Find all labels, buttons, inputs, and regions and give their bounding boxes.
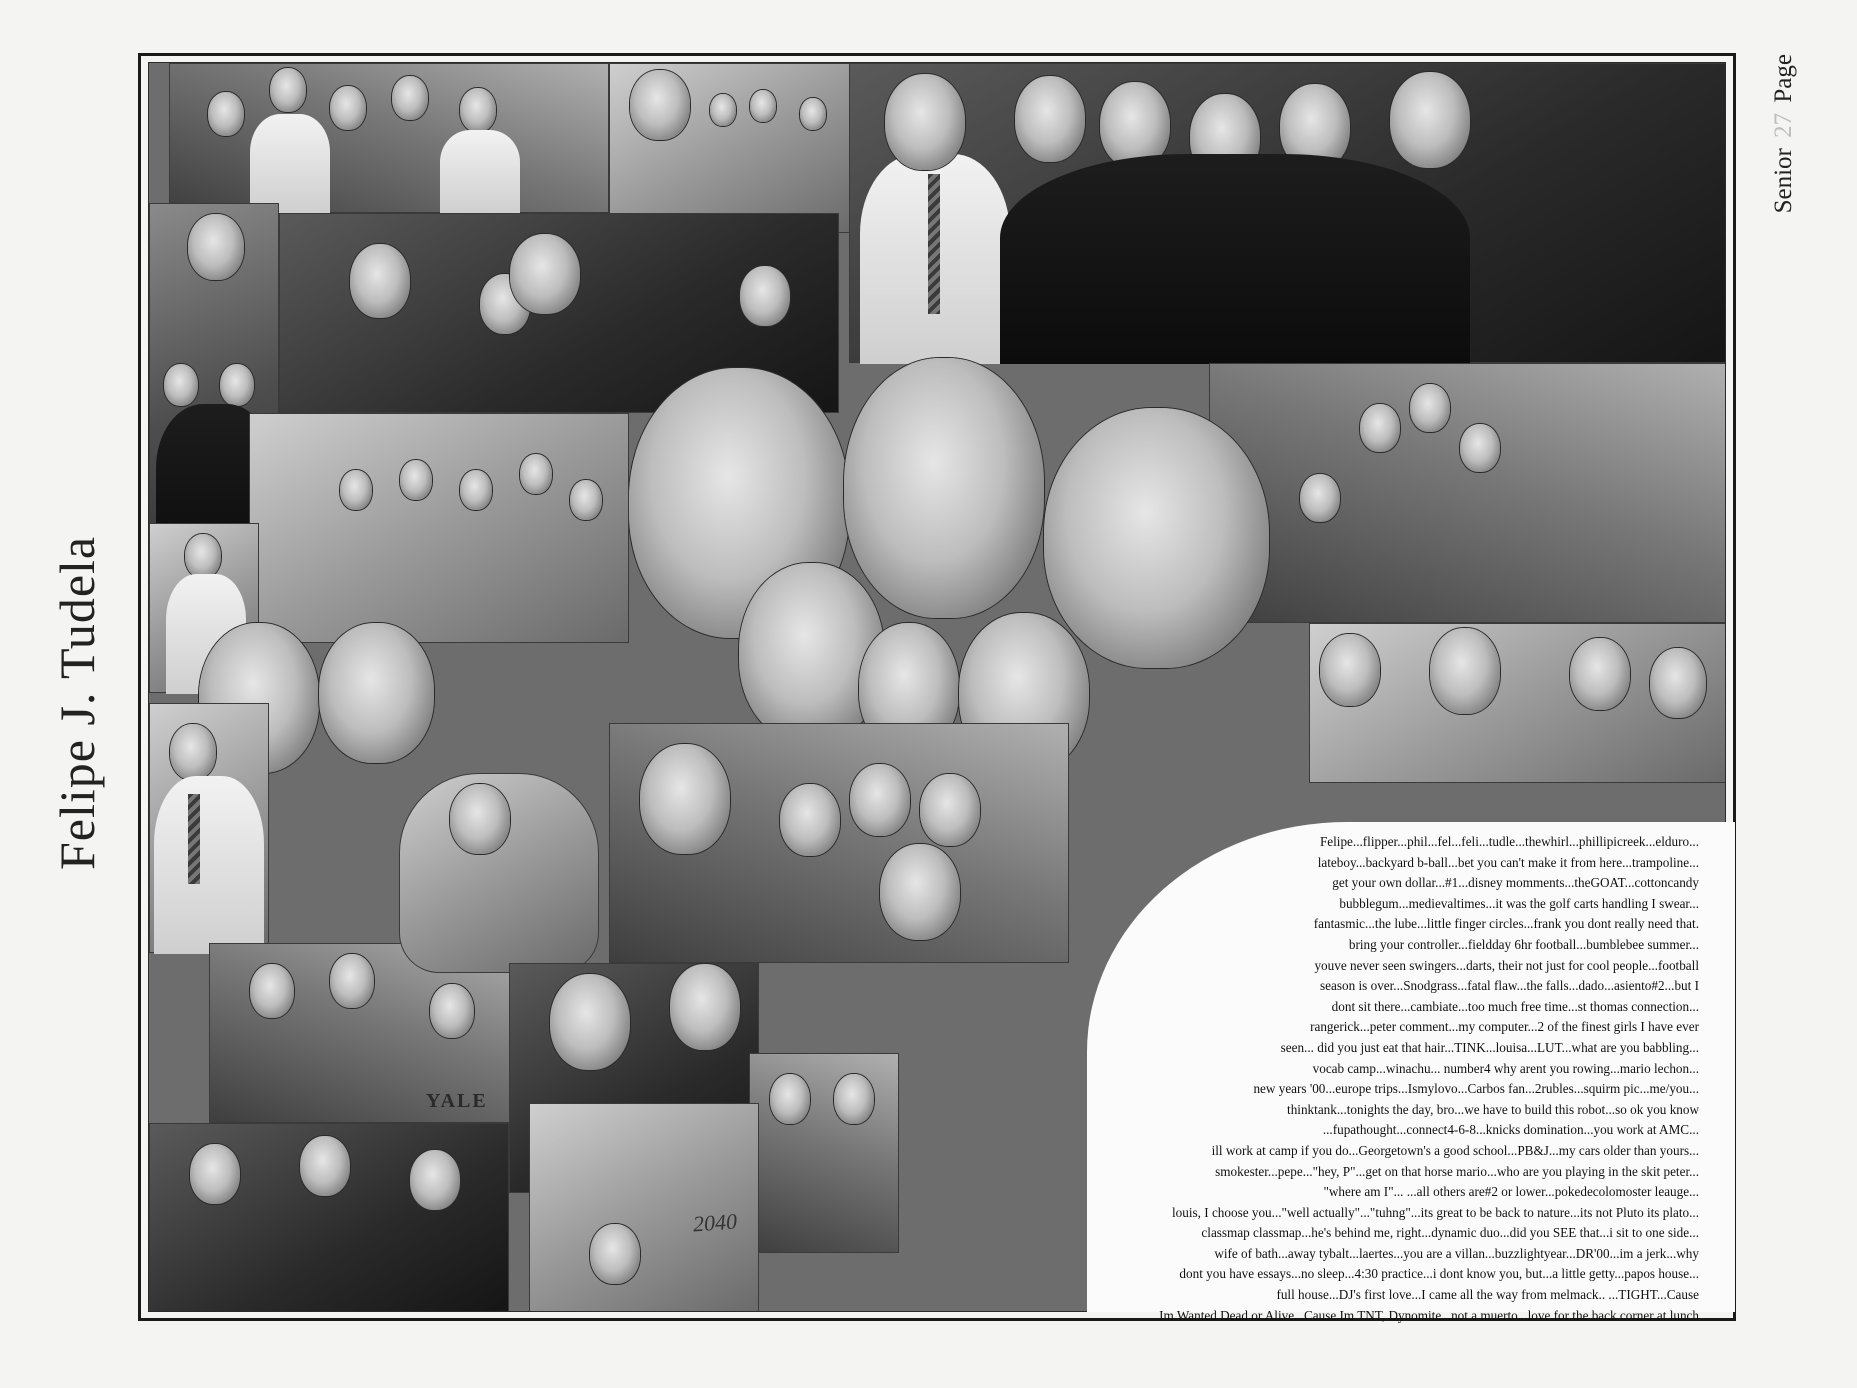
quote-line: smokester...pepe..."hey, P"...get on that horse mario...who are you playing in the skit peter... xyxy=(1215,1163,1699,1179)
quote-line: classmap classmap...he's behind me, right...dynamic duo...did you SEE that...i sit to one side... xyxy=(1201,1225,1699,1241)
quote-line: fantasmic...the lube...little finger circles...frank you dont really need that. xyxy=(1313,916,1699,932)
group-photo-suits-top-right xyxy=(849,63,1726,363)
quote-line: get your own dollar...#1...disney momments...theGOAT...cottoncandy xyxy=(1332,875,1699,891)
quote-line: dont you have essays...no sleep...4:30 practice...i dont know you, but...a little getty...papos house... xyxy=(1179,1266,1699,1282)
quote-line: lateboy...backyard b-ball...bet you can't make it from here...trampoline... xyxy=(1317,854,1699,870)
quote-line: youve never seen swingers...darts, their not just for cool people...football xyxy=(1314,957,1699,973)
closeup-face-center xyxy=(844,358,1044,618)
speaker-with-microphone xyxy=(149,703,269,953)
two-friends-photo xyxy=(749,1053,899,1253)
quote-line: bring your controller...fieldday 6hr football...bumblebee summer... xyxy=(1348,936,1699,952)
quote-line: thinktank...tonights the day, bro...we have to build this robot...so ok you know xyxy=(1287,1101,1699,1117)
quote-line: Felipe...flipper...phil...fel...feli...tudle...thewhirl...phillipicreek...elduro... xyxy=(1319,834,1699,849)
quote-line: ...fupathought...connect4-6-8...knicks domination...you work at AMC... xyxy=(1322,1122,1699,1138)
pikachu-plush-photo xyxy=(399,773,599,973)
quote-line: dont sit there...cambiate...too much free time...st thomas connection... xyxy=(1331,998,1699,1014)
quote-line: ill work at camp if you do...Georgetown's a good school...PB&J...my cars older than yours... xyxy=(1211,1142,1699,1158)
family-photo-right xyxy=(1309,623,1726,783)
quote-line: louis, I choose you..."well actually"..."tuhng"...its great to be back to nature...its not Pluto its plato... xyxy=(1172,1204,1699,1220)
quote-line: Im Wanted Dead or Alive...Cause Im TNT, Dynomite...not a muerto...love for the back corner at lunch xyxy=(1159,1307,1699,1323)
group-photo-center-bottom xyxy=(609,723,1069,963)
group-photo-sitting-right xyxy=(1209,363,1726,623)
page-label-prefix: Senior xyxy=(1770,148,1797,214)
yale-shirt-text: YALE xyxy=(426,1090,488,1112)
cake-number-text: 2040 xyxy=(692,1208,738,1237)
quote-line: bubblegum...medievaltimes...it was the golf carts handling I swear... xyxy=(1339,895,1699,911)
family-photo-top xyxy=(609,63,854,233)
page-number: 27 xyxy=(1770,112,1797,138)
quote-line: wife of bath...away tybalt...laertes...you are a villan...buzzlightyear...DR'00...im a jerk...why xyxy=(1214,1245,1699,1261)
quote-line: "where am I"... ...all others are#2 or lower...pokedecolomoster leauge... xyxy=(1323,1184,1699,1200)
quote-line: new years '00...europe trips...Ismylovo...Carbos fan...2rubles...squirm pic...me/you... xyxy=(1253,1081,1699,1097)
closeup-face-right xyxy=(1044,408,1269,668)
quote-line: rangerick...peter comment...my computer...2 of the finest girls I have ever xyxy=(1310,1019,1699,1035)
quote-line: seen... did you just eat that hair...TINK...louisa...LUT...what are you babbling... xyxy=(1280,1039,1699,1055)
page-label xyxy=(1770,54,1798,213)
page-label-suffix: Page xyxy=(1770,54,1797,103)
cow-cake-photo xyxy=(529,1103,759,1312)
senior-name-title: Felipe J. Tudela xyxy=(49,535,105,870)
quote-line: full house...DJ's first love...I came all the way from melmack.. ...TIGHT...Cause xyxy=(1276,1287,1699,1303)
senior-quotes xyxy=(1099,832,1699,1326)
face-glasses-smile xyxy=(319,623,434,763)
group-photo-outdoors xyxy=(249,413,629,643)
quote-line: vocab camp...winachu... number4 why arent you rowing...mario lechon... xyxy=(1312,1060,1699,1076)
group-photo-suits-top-left xyxy=(169,63,609,213)
quote-line: season is over...Snodgrass...fatal flaw...the falls...dado...asiento#2...but I xyxy=(1320,978,1699,994)
group-photo-bottom-left xyxy=(149,1123,509,1312)
